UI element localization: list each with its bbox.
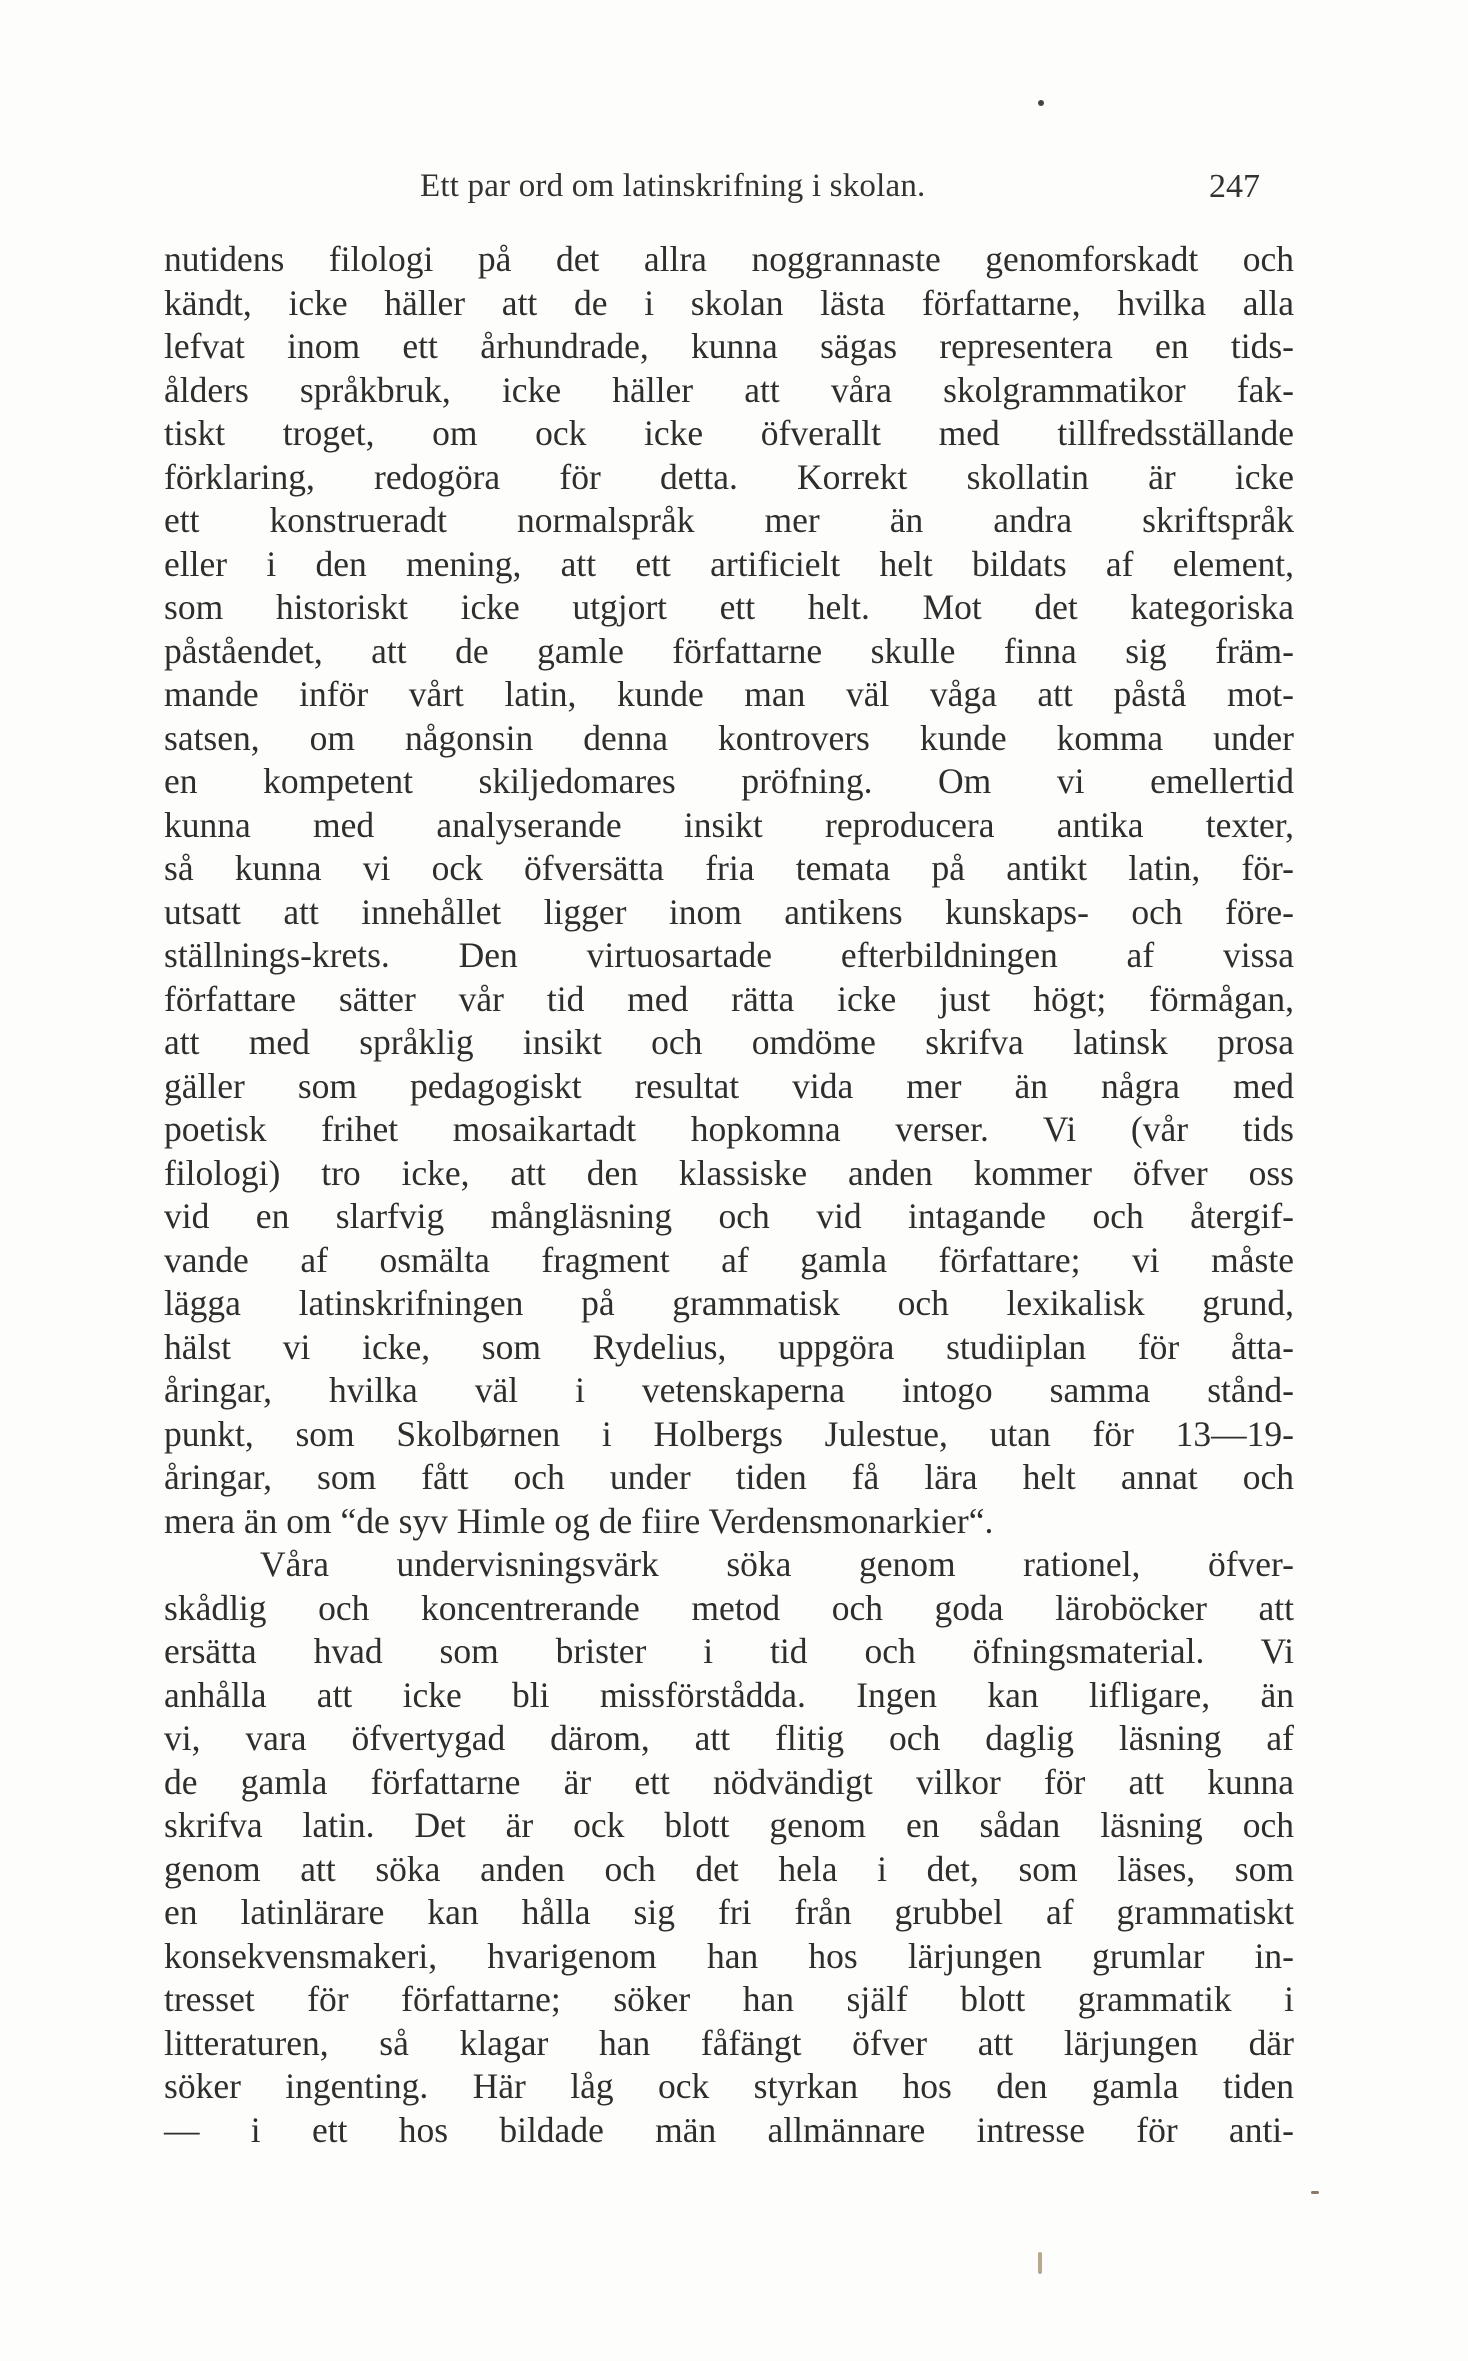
paragraph-start-line: Våra undervisningsvärk söka genom rationel, öfver- xyxy=(260,1544,1294,1584)
text-line: konsekvensmakeri, hvarigenom han hos lärjungen grumlar in- xyxy=(164,1935,1294,1976)
text-line: ersätta hvad som brister i tid och öfningsmaterial. Vi xyxy=(164,1631,1294,1671)
page-number: 247 xyxy=(1209,168,1260,205)
text-line: utsatt att innehållet ligger inom antikens kunskaps- och före- xyxy=(164,891,1294,932)
text-line: åringar, som fått och under tiden få lära helt annat och xyxy=(164,1457,1294,1497)
text-line: punkt, som Skolbørnen i Holbergs Julestue, utan för 13—19- xyxy=(164,1413,1294,1454)
text-line: anhålla att icke bli missförstådda. Ingen kan lifligare, än xyxy=(164,1674,1294,1715)
text-line: skådlig och koncentrerande metod och goda läroböcker att xyxy=(164,1587,1294,1628)
text-line: satsen, om någonsin denna kontrovers kunde komma under xyxy=(164,717,1294,758)
text-line: ett konstrueradt normalspråk mer än andra skriftspråk xyxy=(164,500,1294,540)
text-line: författare sätter vår tid med rätta icke just högt; förmågan, xyxy=(164,978,1294,1019)
text-line: lefvat inom ett århundrade, kunna sägas representera en tids- xyxy=(164,326,1294,366)
text-line: litteraturen, så klagar han fåfängt öfver att lärjungen där xyxy=(164,2022,1294,2063)
body-text xyxy=(164,238,1294,2152)
text-line: hälst vi icke, som Rydelius, uppgöra studiiplan för åtta- xyxy=(164,1326,1294,1367)
print-speck-mark xyxy=(1311,2191,1319,2194)
text-line: påståendet, att de gamle författarne skulle finna sig främ- xyxy=(164,630,1294,671)
text-line: en latinlärare kan hålla sig fri från grubbel af grammatiskt xyxy=(164,1892,1294,1932)
text-line: de gamla författarne är ett nödvändigt vilkor för att kunna xyxy=(164,1761,1294,1802)
print-speck-dot xyxy=(1038,100,1044,106)
text-line: att med språklig insikt och omdöme skrifva latinsk prosa xyxy=(164,1022,1294,1062)
text-line: skrifva latin. Det är ock blott genom en sådan läsning och xyxy=(164,1805,1294,1845)
text-line: mera än om “de syv Himle og de fiire Verdensmonarkier“. xyxy=(164,1500,994,1541)
text-line: kunna med analyserande insikt reproducera antika texter, xyxy=(164,804,1294,845)
text-line: — i ett hos bildade män allmännare intresse för anti- xyxy=(164,2109,1294,2150)
text-line: vid en slarfvig mångläsning och vid intagande och återgif- xyxy=(164,1196,1294,1236)
text-line: genom att söka anden och det hela i det, som läses, som xyxy=(164,1848,1294,1889)
text-line: ställnings-krets. Den virtuosartade efterbildningen af vissa xyxy=(164,935,1294,975)
text-line: ålders språkbruk, icke häller att våra skolgrammatikor fak- xyxy=(164,369,1294,410)
text-line: vi, vara öfvertygad därom, att flitig och daglig läsning af xyxy=(164,1718,1294,1758)
text-line: åringar, hvilka väl i vetenskaperna intogo samma stånd- xyxy=(164,1370,1294,1410)
text-line: kändt, icke häller att de i skolan lästa författarne, hvilka alla xyxy=(164,282,1294,323)
text-line: eller i den mening, att ett artificielt helt bildats af element, xyxy=(164,543,1294,584)
text-line: en kompetent skiljedomares pröfning. Om vi emellertid xyxy=(164,761,1294,801)
text-line: mande inför vårt latin, kunde man väl våga att påstå mot- xyxy=(164,674,1294,714)
print-speck-mark xyxy=(1038,2252,1042,2274)
running-title: Ett par ord om latinskrifning i skolan. xyxy=(420,168,926,204)
text-line: vande af osmälta fragment af gamla författare; vi måste xyxy=(164,1239,1294,1280)
text-line: förklaring, redogöra för detta. Korrekt skollatin är icke xyxy=(164,456,1294,497)
text-line: nutidens filologi på det allra noggrannaste genomforskadt och xyxy=(164,239,1294,279)
text-line: poetisk frihet mosaikartadt hopkomna verser. Vi (vår tids xyxy=(164,1109,1294,1149)
text-line: tiskt troget, om ock icke öfverallt med tillfredsställande xyxy=(164,413,1294,453)
text-line: som historiskt icke utgjort ett helt. Mot det kategoriska xyxy=(164,587,1294,627)
text-line: lägga latinskrifningen på grammatisk och lexikalisk grund, xyxy=(164,1283,1294,1323)
text-line: söker ingenting. Här låg ock styrkan hos den gamla tiden xyxy=(164,2066,1294,2106)
text-line: filologi) tro icke, att den klassiske anden kommer öfver oss xyxy=(164,1152,1294,1193)
page-header xyxy=(420,168,1260,220)
text-line: tresset för författarne; söker han själf blott grammatik i xyxy=(164,1979,1294,2019)
text-line: så kunna vi ock öfversätta fria temata på antikt latin, för- xyxy=(164,848,1294,888)
text-line: gäller som pedagogiskt resultat vida mer än några med xyxy=(164,1065,1294,1106)
